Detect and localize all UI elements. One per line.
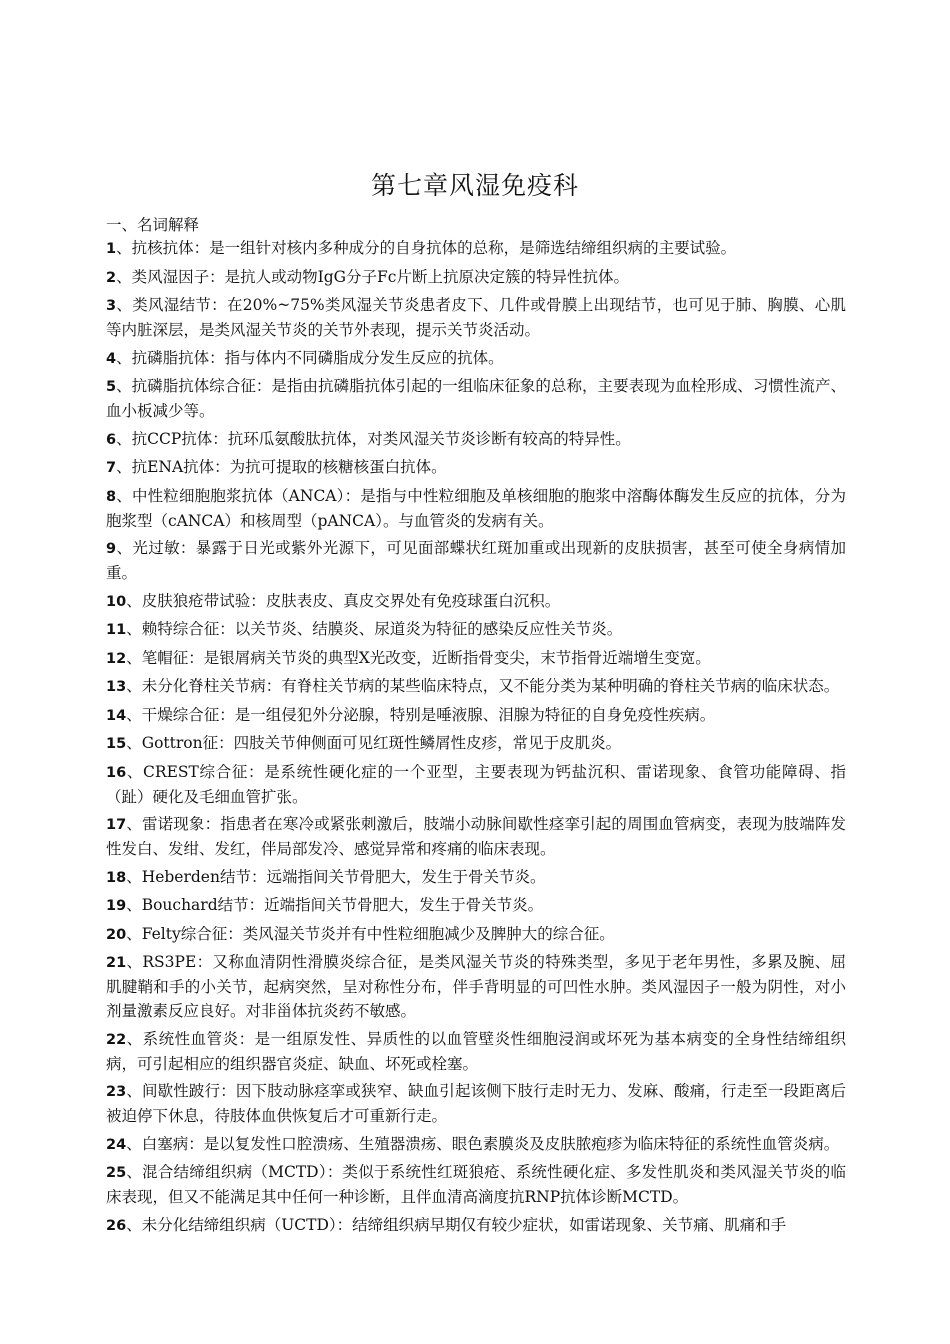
entry-text: 、抗核抗体：是一组针对核内多种成分的自身抗体的总称，是筛选结缔组织病的主要试验。 — [116, 239, 737, 257]
entry-number: 16 — [106, 764, 127, 781]
entry-number: 20 — [106, 926, 127, 943]
entry-text: 、抗磷脂抗体综合征：是指由抗磷脂抗体引起的一组临床征象的总称，主要表现为血栓形成、习惯性流产、血小板减少等。 — [106, 377, 846, 420]
entry-text: 、CREST综合征：是系统性硬化症的一个亚型，主要表现为钙盐沉积、雷诺现象、食管功能障碍、指（趾）硬化及毛细血管扩张。 — [106, 762, 846, 806]
entry-number: 2 — [106, 269, 117, 286]
entry-number: 17 — [106, 817, 127, 833]
entry-number: 22 — [106, 1031, 127, 1048]
entry-text: 、抗磷脂抗体：指与体内不同磷脂成分发生反应的抗体。 — [116, 348, 504, 367]
entry-number: 25 — [106, 1165, 127, 1181]
definition-entry — [106, 760, 846, 809]
definition-entry — [106, 674, 846, 699]
definition-entry — [106, 484, 846, 533]
entry-number: 18 — [106, 869, 127, 886]
entry-text: 、Bouchard结节：近端指间关节骨肥大，发生于骨关节炎。 — [126, 896, 544, 914]
entry-number: 12 — [106, 650, 127, 667]
entry-text: 、干燥综合征：是一组侵犯外分泌腺，特别是唾液腺、泪腺为特征的自身免疫性疾病。 — [126, 705, 716, 724]
entry-number: 23 — [106, 1084, 127, 1100]
entry-text: 、Heberden结节：远端指间关节骨肥大，发生于骨关节炎。 — [126, 867, 546, 886]
entry-number: 15 — [106, 736, 127, 752]
entry-text: 、笔帽征：是银屑病关节炎的典型X光改变，近断指骨变尖，末节指骨近端增生变宽。 — [126, 648, 711, 667]
entry-text: 、未分化结缔组织病（UCTD）：结缔组织病早期仅有较少症状，如雷诺现象、关节痛、肌痛和手 — [126, 1215, 787, 1234]
definition-entry — [106, 893, 846, 918]
definition-entry — [106, 1132, 846, 1157]
definition-entry — [106, 265, 846, 290]
definition-entry — [106, 374, 846, 423]
entry-text: 、类风湿因子：是抗人或动物IgG分子Fc片断上抗原决定簇的特异性抗体。 — [116, 267, 629, 286]
definition-entry — [106, 617, 846, 642]
entry-text: 、雷诺现象：指患者在寒冷或紧张刺激后，肢端小动脉间歇性痉挛引起的周围血管病变，表现为肢端阵发性发白、发绀、发红，伴局部发冷、感觉异常和疼痛的临床表现。 — [106, 815, 846, 858]
entry-text: 、抗CCP抗体：抗环瓜氨酸肽抗体，对类风湿关节炎诊断有较高的特异性。 — [116, 429, 631, 448]
definition-entry — [106, 293, 846, 342]
entry-text: 、中性粒细胞胞浆抗体（ANCA）：是指与中性粒细胞及单核细胞的胞浆中溶酶体酶发生反应的抗体，分为胞浆型（cANCA）和核周型（pANCA）。与血管炎的发病有关。 — [106, 486, 846, 530]
entry-text: 、Felty综合征：类风湿关节炎并有中性粒细胞减少及脾肿大的综合征。 — [126, 924, 615, 943]
entry-text: 、系统性血管炎：是一组原发性、异质性的以血管壁炎性细胞浸润或坏死为基本病变的全身性结缔组织病，可引起相应的组织器官炎症、缺血、坏死或栓塞。 — [106, 1029, 846, 1073]
definition-entry — [106, 922, 846, 947]
entry-text: 、赖特综合征：以关节炎、结膜炎、尿道炎为特征的感染反应性关节炎。 — [126, 620, 623, 638]
definition-entry — [106, 1213, 846, 1238]
entry-number: 6 — [106, 431, 117, 448]
entry-number: 13 — [106, 679, 127, 695]
entry-number: 21 — [106, 955, 127, 971]
definition-entry — [106, 1027, 846, 1076]
entry-text: 、间歇性跛行：因下肢动脉痉挛或狭窄、缺血引起该侧下肢行走时无力、发麻、酸痛，行走至一段距离后被迫停下休息，待肢体血供恢复后才可重新行走。 — [106, 1082, 846, 1125]
entry-number: 19 — [106, 898, 127, 914]
definition-entry — [106, 1160, 846, 1209]
definition-entry — [106, 427, 846, 452]
page-title: 第七章风湿免疫科 — [370, 171, 579, 200]
definition-entry — [106, 1079, 846, 1128]
entry-text: 、未分化脊柱关节病：有脊柱关节病的某些临床特点，又不能分类为某种明确的脊柱关节病的临床状态。 — [126, 677, 840, 695]
section-heading: 一、名词解释 — [106, 216, 200, 234]
entry-number: 8 — [106, 488, 117, 505]
entry-text: 、抗ENA抗体：为抗可提取的核糖核蛋白抗体。 — [116, 458, 447, 476]
definition-entry — [106, 731, 846, 756]
definition-entry — [106, 536, 846, 585]
entry-number: 14 — [106, 707, 127, 724]
definition-list — [106, 236, 846, 1241]
entry-number: 11 — [106, 622, 127, 638]
definition-entry — [106, 950, 846, 1023]
definition-entry — [106, 589, 846, 614]
entry-number: 3 — [106, 298, 117, 314]
entry-number: 7 — [106, 460, 117, 476]
entry-text: 、皮肤狼疮带试验：皮肤表皮、真皮交界处有免疫球蛋白沉积。 — [126, 591, 561, 610]
entry-number: 10 — [106, 593, 127, 610]
definition-entry — [106, 865, 846, 890]
entry-number: 24 — [106, 1136, 127, 1153]
entry-number: 26 — [106, 1217, 127, 1234]
entry-text: 、白塞病：是以复发性口腔溃疡、生殖器溃疡、眼色素膜炎及皮肤脓疱疹为临床特征的系统性血管炎病。 — [126, 1134, 840, 1153]
entry-text: 、混合结缔组织病（MCTD）：类似于系统性红斑狼疮、系统性硬化症、多发性肌炎和类风湿关节炎的临床表现，但又不能满足其中任何一种诊断，且伴血清高滴度抗RNP抗体诊断MCTD。 — [106, 1163, 846, 1206]
definition-entry — [106, 646, 846, 671]
definition-entry — [106, 236, 846, 261]
entry-text: 、RS3PE：又称血清阴性滑膜炎综合征，是类风湿关节炎的特殊类型，多见于老年男性，多累及腕、屈肌腱鞘和手的小关节，起病突然，呈对称性分布，伴手背明显的可凹性水肿。类风湿因子一般为阴性，对小剂量激素反应良好。对非甾体抗炎药不敏感。 — [106, 953, 846, 1020]
entry-number: 4 — [106, 350, 117, 367]
entry-number: 5 — [106, 379, 117, 395]
entry-text: 、光过敏：暴露于日光或紫外光源下，可见面部蝶状红斑加重或出现新的皮肤损害，甚至可使全身病情加重。 — [106, 539, 846, 582]
definition-entry — [106, 346, 846, 371]
entry-text: 、类风湿结节：在20%~75%类风湿关节炎患者皮下、几件或骨膜上出现结节，也可见于肺、胸膜、心肌等内脏深层，是类风湿关节炎的关节外表现，提示关节炎活动。 — [106, 296, 846, 339]
entry-number: 1 — [106, 241, 117, 257]
entry-number: 9 — [106, 541, 117, 557]
definition-entry — [106, 455, 846, 480]
entry-text: 、Gottron征：四肢关节伸侧面可见红斑性鳞屑性皮疹，常见于皮肌炎。 — [126, 734, 622, 752]
definition-entry — [106, 812, 846, 861]
definition-entry — [106, 703, 846, 728]
